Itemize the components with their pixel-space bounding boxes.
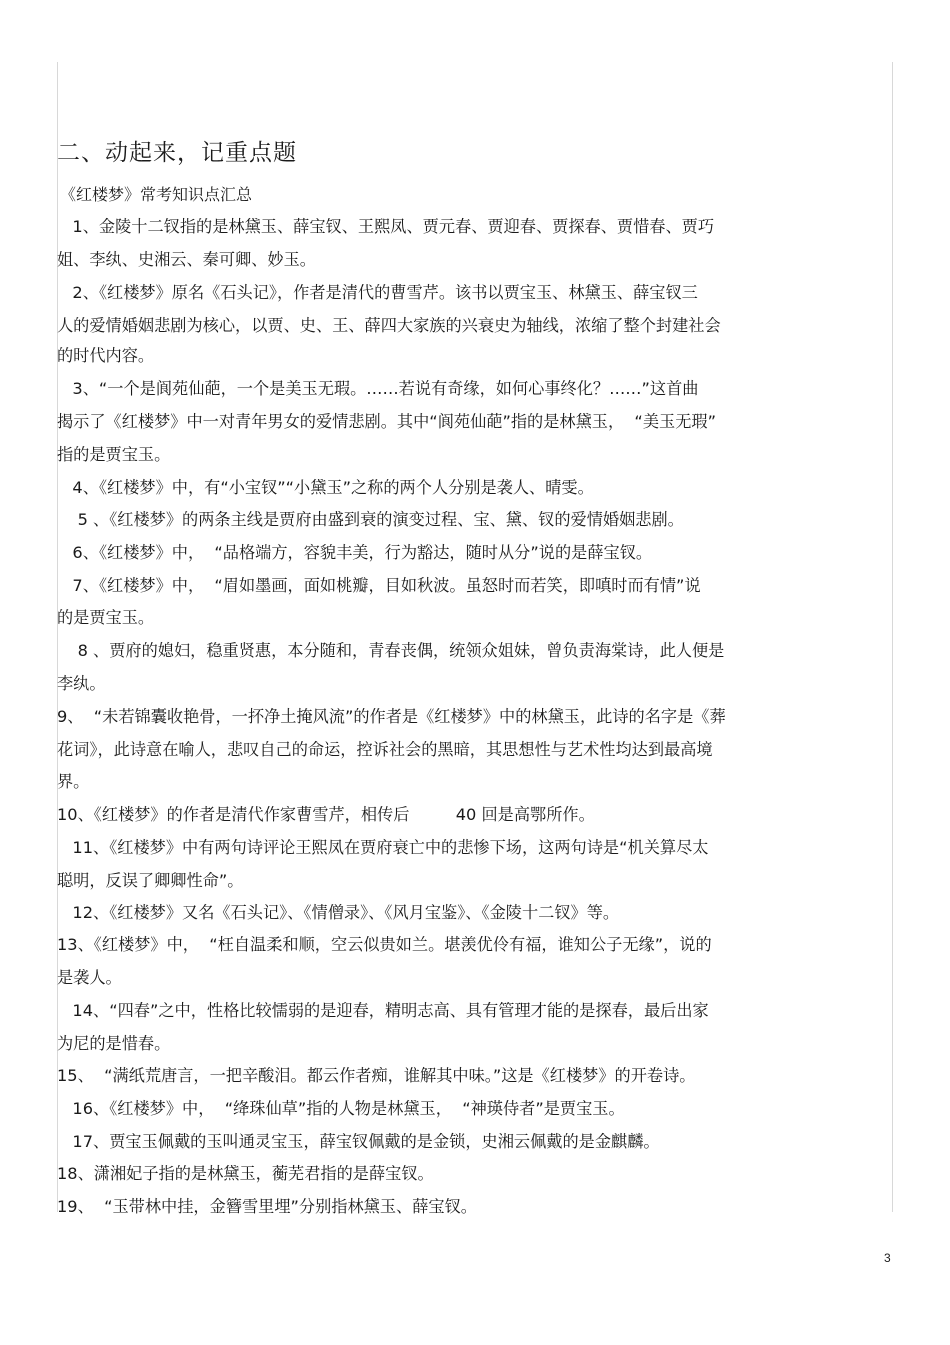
text-line: 12、《红楼梦》又名《石头记》、《情僧录》、《风月宝鉴》、《金陵十二钗》等。	[57, 903, 620, 922]
text-line: 4、《红楼梦》中，有“小宝钗”“小黛玉”之称的两个人分别是袭人、晴雯。	[57, 478, 594, 497]
text-line: 8 、贾府的媳妇，稳重贤惠，本分随和，青春丧偶，统领众姐妹，曾负责海棠诗，此人便是	[57, 641, 725, 660]
text-line: 人的爱情婚姻悲剧为核心，以贾、史、王、薛四大家族的兴衰史为轴线，浓缩了整个封建社会	[57, 316, 721, 335]
text-line: 姐、李纨、史湘云、秦可卿、妙玉。	[57, 250, 316, 269]
text-line: 11、《红楼梦》中有两句诗评论王熙凤在贾府衰亡中的悲惨下场，这两句诗是“机关算尽太	[57, 838, 709, 857]
text-line: 聪明，反误了卿卿性命”。	[57, 871, 244, 890]
text-line: 18、潇湘妃子指的是林黛玉，蘅芜君指的是薛宝钗。	[57, 1164, 434, 1183]
text-line: 7、《红楼梦》中， “眉如墨画，面如桃瓣，目如秋波。虽怒时而若笑，即嗔时而有情”说	[57, 576, 701, 595]
text-line: 的是贾宝玉。	[57, 608, 155, 627]
right-margin-rule	[892, 62, 893, 1212]
text-line: 的时代内容。	[57, 346, 155, 365]
text-line: 16、《红楼梦》中， “绛珠仙草”指的人物是林黛玉， “神瑛侍者”是贾宝玉。	[57, 1099, 625, 1118]
section-subheading: 《红楼梦》常考知识点汇总	[60, 185, 253, 204]
page-number: 3	[884, 1251, 891, 1265]
text-line: 17、贾宝玉佩戴的玉叫通灵宝玉，薛宝钗佩戴的是金锁，史湘云佩戴的是金麒麟。	[57, 1132, 660, 1151]
text-line: 花词》，此诗意在喻人，悲叹自己的命运，控诉社会的黑暗，其思想性与艺术性均达到最高境	[57, 740, 713, 759]
text-line: 13、《红楼梦》中， “枉自温柔和顺，空云似贵如兰。堪羡优伶有福，谁知公子无缘”，说的	[57, 935, 712, 954]
text-line: 界。	[57, 772, 90, 791]
text-line: 是袭人。	[57, 968, 122, 987]
text-line: 6、《红楼梦》中， “品格端方，容貌丰美，行为豁达，随时从分”说的是薛宝钗。	[57, 543, 653, 562]
text-line: 李纨。	[57, 674, 106, 693]
text-line: 19、 “玉带林中挂，金簪雪里埋”分别指林黛玉、薛宝钗。	[57, 1197, 477, 1216]
text-line: 指的是贾宝玉。	[57, 445, 171, 464]
text-line: 1、金陵十二钗指的是林黛玉、薛宝钗、王熙凤、贾元春、贾迎春、贾探春、贾惜春、贾巧	[57, 217, 715, 236]
text-line: 2、《红楼梦》原名《石头记》，作者是清代的曹雪芹。该书以贾宝玉、林黛玉、薛宝钗三	[57, 283, 698, 302]
text-line: 9、 “未若锦囊收艳骨，一抔净土掩风流”的作者是《红楼梦》中的林黛玉，此诗的名字是《葬	[57, 707, 726, 726]
section-heading: 二、动起来，记重点题	[57, 140, 297, 166]
text-line: 揭示了《红楼梦》中一对青年男女的爱情悲剧。其中“阆苑仙葩”指的是林黛玉， “美玉无瑕”	[57, 412, 716, 431]
text-line: 3、“一个是阆苑仙葩，一个是美玉无瑕。……若说有奇缘，如何心事终化？……”这首曲	[57, 379, 699, 398]
text-line: 14、“四春”之中，性格比较懦弱的是迎春，精明志高、具有管理才能的是探春，最后出家	[57, 1001, 709, 1020]
text-line: 10、《红楼梦》的作者是清代作家曹雪芹，相传后 40 回是高鄂所作。	[57, 805, 595, 824]
text-line: 5 、《红楼梦》的两条主线是贾府由盛到衰的演变过程、宝、黛、钗的爱情婚姻悲剧。	[57, 510, 684, 529]
text-line: 为尼的是惜春。	[57, 1034, 171, 1053]
text-line: 15、 “满纸荒唐言，一把辛酸泪。都云作者痴，谁解其中味。”这是《红楼梦》的开卷诗。	[57, 1066, 696, 1085]
